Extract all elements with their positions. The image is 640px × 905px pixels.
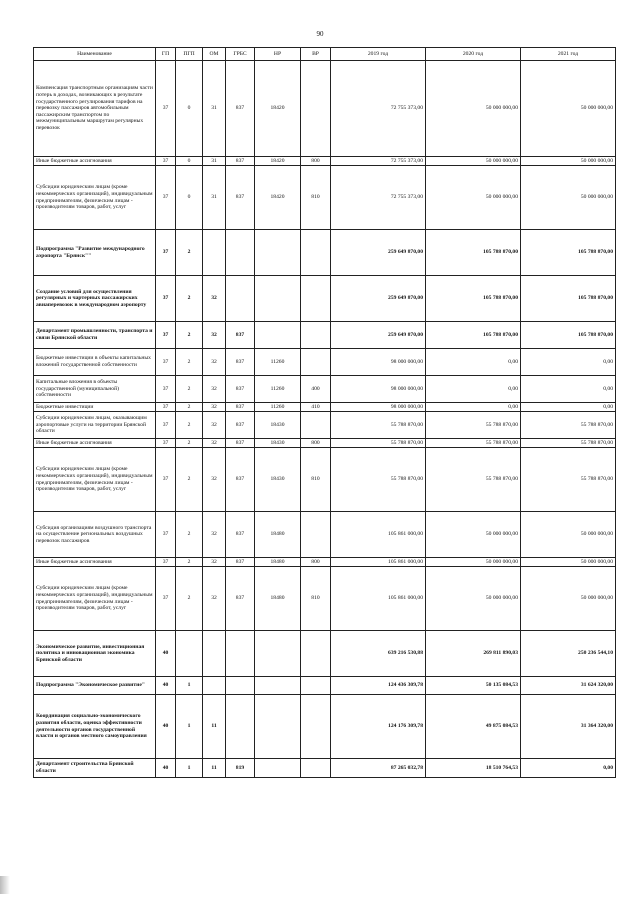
scan-edge-mark — [0, 876, 10, 894]
cell-nr — [255, 759, 301, 778]
cell-om: 32 — [203, 567, 226, 631]
cell-name: Субсидии юридическим лицам (кроме некоммерческих организаций), индивидуальным предпринимателям, физическим лицам - производителям товаров, работ, услуг — [34, 567, 156, 631]
cell-gp: 37 — [156, 276, 176, 322]
cell-vr: 400 — [301, 376, 331, 403]
cell-y2019: 124 436 309,78 — [331, 677, 426, 695]
cell-nr: 18430 — [255, 448, 301, 512]
cell-grbs: 837 — [226, 558, 255, 567]
cell-om: 32 — [203, 412, 226, 439]
cell-pgp: 2 — [176, 512, 203, 558]
cell-grbs: 837 — [226, 322, 255, 349]
cell-om: 32 — [203, 376, 226, 403]
cell-y2020: 50 000 000,00 — [426, 558, 521, 567]
cell-vr — [301, 695, 331, 759]
cell-vr: 810 — [301, 448, 331, 512]
cell-y2021: 31 364 320,00 — [521, 695, 616, 759]
cell-om — [203, 230, 226, 276]
cell-pgp: 2 — [176, 439, 203, 448]
cell-pgp: 2 — [176, 376, 203, 403]
cell-y2021: 31 624 320,00 — [521, 677, 616, 695]
cell-vr — [301, 349, 331, 376]
cell-name: Бюджетные инвестиции — [34, 403, 156, 412]
cell-grbs: 837 — [226, 166, 255, 230]
cell-name: Бюджетные инвестиции в объекты капитальных вложений государственной собственности — [34, 349, 156, 376]
cell-vr — [301, 412, 331, 439]
cell-pgp: 1 — [176, 677, 203, 695]
cell-gp: 37 — [156, 157, 176, 166]
cell-om: 32 — [203, 512, 226, 558]
table-row — [34, 567, 616, 631]
cell-vr — [301, 512, 331, 558]
cell-vr: 810 — [301, 166, 331, 230]
cell-om: 32 — [203, 349, 226, 376]
cell-y2021: 55 788 870,00 — [521, 448, 616, 512]
table-row — [34, 695, 616, 759]
cell-gp: 37 — [156, 412, 176, 439]
table-row — [34, 349, 616, 376]
cell-gp: 37 — [156, 376, 176, 403]
cell-om: 32 — [203, 439, 226, 448]
cell-name: Иные бюджетные ассигнования — [34, 157, 156, 166]
cell-y2019: 105 861 000,00 — [331, 512, 426, 558]
cell-pgp: 0 — [176, 61, 203, 157]
cell-pgp — [176, 631, 203, 677]
cell-y2020: 50 000 000,00 — [426, 166, 521, 230]
cell-grbs — [226, 230, 255, 276]
cell-y2019: 259 649 870,00 — [331, 322, 426, 349]
cell-gp: 40 — [156, 677, 176, 695]
cell-grbs: 837 — [226, 512, 255, 558]
cell-y2021: 50 000 000,00 — [521, 567, 616, 631]
cell-y2021: 50 000 000,00 — [521, 166, 616, 230]
cell-y2021: 50 000 000,00 — [521, 157, 616, 166]
cell-nr: 18420 — [255, 157, 301, 166]
cell-y2020: 0,00 — [426, 349, 521, 376]
cell-y2019: 639 216 530,88 — [331, 631, 426, 677]
cell-y2021: 0,00 — [521, 376, 616, 403]
cell-y2019: 55 788 870,00 — [331, 448, 426, 512]
cell-nr: 11260 — [255, 349, 301, 376]
cell-pgp: 2 — [176, 412, 203, 439]
cell-grbs — [226, 677, 255, 695]
cell-pgp: 2 — [176, 558, 203, 567]
cell-pgp: 2 — [176, 276, 203, 322]
cell-vr: 800 — [301, 157, 331, 166]
cell-gp: 37 — [156, 166, 176, 230]
table-row — [34, 439, 616, 448]
cell-pgp: 2 — [176, 403, 203, 412]
header-2020: 2020 год — [426, 48, 521, 61]
cell-name: Подпрограмма "Развитие международного аэропорта "Брянск"" — [34, 230, 156, 276]
cell-y2020: 269 811 890,03 — [426, 631, 521, 677]
cell-name: Создание условий для осуществления регулярных и чартерных пассажирских авиаперевозок в международном аэропорту — [34, 276, 156, 322]
cell-nr: 18430 — [255, 439, 301, 448]
cell-vr — [301, 677, 331, 695]
cell-y2021: 105 788 870,00 — [521, 230, 616, 276]
cell-gp: 37 — [156, 439, 176, 448]
cell-vr — [301, 759, 331, 778]
cell-pgp: 2 — [176, 567, 203, 631]
cell-om: 11 — [203, 759, 226, 778]
cell-y2020: 50 000 000,00 — [426, 512, 521, 558]
cell-name: Иные бюджетные ассигнования — [34, 558, 156, 567]
cell-y2020: 50 000 000,00 — [426, 61, 521, 157]
cell-y2021: 0,00 — [521, 403, 616, 412]
cell-nr: 11260 — [255, 376, 301, 403]
cell-om — [203, 677, 226, 695]
cell-grbs — [226, 695, 255, 759]
cell-grbs: 837 — [226, 439, 255, 448]
cell-y2020: 105 788 870,00 — [426, 322, 521, 349]
cell-gp: 37 — [156, 322, 176, 349]
table-body — [34, 61, 616, 778]
table-row — [34, 448, 616, 512]
cell-y2021: 55 788 870,00 — [521, 439, 616, 448]
cell-gp: 37 — [156, 512, 176, 558]
table-row — [34, 61, 616, 157]
cell-y2021: 105 788 870,00 — [521, 322, 616, 349]
cell-y2019: 124 176 309,78 — [331, 695, 426, 759]
table-row — [34, 403, 616, 412]
cell-gp: 37 — [156, 230, 176, 276]
cell-pgp: 1 — [176, 759, 203, 778]
cell-y2020: 50 000 000,00 — [426, 567, 521, 631]
table-row — [34, 412, 616, 439]
cell-y2019: 98 000 000,00 — [331, 376, 426, 403]
cell-grbs: 837 — [226, 376, 255, 403]
cell-name: Департамент строительства Брянской области — [34, 759, 156, 778]
header-grbs: ГРБС — [226, 48, 255, 61]
cell-y2021: 250 236 544,10 — [521, 631, 616, 677]
cell-y2021: 0,00 — [521, 349, 616, 376]
cell-y2019: 72 755 373,00 — [331, 61, 426, 157]
cell-name: Субсидия организациям воздушного транспорта на осуществление региональных воздушных перевозок пассажиров — [34, 512, 156, 558]
cell-nr — [255, 276, 301, 322]
cell-name: Субсидии юридическим лицам (кроме некоммерческих организаций), индивидуальным предпринимателям, физическим лицам - производителям товаров, работ, услуг — [34, 166, 156, 230]
page-number: 90 — [316, 30, 324, 38]
budget-table — [33, 47, 616, 778]
cell-om: 32 — [203, 403, 226, 412]
header-pgp: ПГП — [176, 48, 203, 61]
cell-om: 32 — [203, 448, 226, 512]
cell-y2020: 105 788 870,00 — [426, 276, 521, 322]
cell-nr: 11260 — [255, 403, 301, 412]
cell-y2019: 87 265 032,78 — [331, 759, 426, 778]
cell-grbs: 837 — [226, 61, 255, 157]
cell-y2019: 105 861 000,00 — [331, 567, 426, 631]
cell-om — [203, 631, 226, 677]
header-nr: НР — [255, 48, 301, 61]
cell-y2019: 72 755 373,00 — [331, 157, 426, 166]
table-row — [34, 166, 616, 230]
cell-y2021: 55 788 870,00 — [521, 412, 616, 439]
cell-name: Иные бюджетные ассигнования — [34, 439, 156, 448]
cell-y2020: 50 000 000,00 — [426, 157, 521, 166]
cell-gp: 37 — [156, 567, 176, 631]
cell-vr: 800 — [301, 439, 331, 448]
cell-om: 31 — [203, 166, 226, 230]
cell-y2020: 105 788 870,00 — [426, 230, 521, 276]
cell-y2020: 50 135 084,53 — [426, 677, 521, 695]
cell-y2019: 98 000 000,00 — [331, 403, 426, 412]
table-row — [34, 631, 616, 677]
cell-y2020: 49 875 084,53 — [426, 695, 521, 759]
cell-grbs — [226, 276, 255, 322]
cell-om: 32 — [203, 276, 226, 322]
cell-gp: 40 — [156, 631, 176, 677]
cell-vr: 810 — [301, 567, 331, 631]
cell-vr — [301, 631, 331, 677]
table-row — [34, 276, 616, 322]
cell-nr: 18430 — [255, 412, 301, 439]
cell-name: Субсидии юридическим лицам (кроме некоммерческих организаций), индивидуальным предпринимателям, физическим лицам - производителям товаров, работ, услуг — [34, 448, 156, 512]
cell-y2020: 55 788 870,00 — [426, 439, 521, 448]
cell-y2019: 105 861 000,00 — [331, 558, 426, 567]
table-row — [34, 157, 616, 166]
cell-gp: 37 — [156, 558, 176, 567]
header-om: ОМ — [203, 48, 226, 61]
cell-y2020: 0,00 — [426, 376, 521, 403]
cell-y2019: 72 755 373,00 — [331, 166, 426, 230]
cell-gp: 37 — [156, 403, 176, 412]
cell-name: Экономическое развитие, инвестиционная политика и инновационная экономика Брянской области — [34, 631, 156, 677]
cell-y2019: 55 788 870,00 — [331, 412, 426, 439]
cell-name: Департамент промышленности, транспорта и связи Брянской области — [34, 322, 156, 349]
cell-nr: 18480 — [255, 558, 301, 567]
cell-y2019: 55 788 870,00 — [331, 439, 426, 448]
header-2019: 2019 год — [331, 48, 426, 61]
cell-y2020: 55 788 870,00 — [426, 412, 521, 439]
cell-nr: 18480 — [255, 567, 301, 631]
table-row — [34, 512, 616, 558]
cell-y2019: 259 649 870,00 — [331, 276, 426, 322]
cell-nr — [255, 695, 301, 759]
cell-om: 31 — [203, 157, 226, 166]
cell-y2021: 50 000 000,00 — [521, 61, 616, 157]
table-row — [34, 558, 616, 567]
cell-pgp: 1 — [176, 695, 203, 759]
header-name: Наименование — [34, 48, 156, 61]
cell-gp: 40 — [156, 759, 176, 778]
cell-y2019: 98 000 000,00 — [331, 349, 426, 376]
header-2021: 2021 год — [521, 48, 616, 61]
table-row — [34, 759, 616, 778]
cell-om: 32 — [203, 322, 226, 349]
cell-gp: 37 — [156, 448, 176, 512]
cell-nr — [255, 677, 301, 695]
cell-name: Координация социально-экономического развития области, оценка эффективности деятельности органов государственной власти и органов местного самоуправления — [34, 695, 156, 759]
header-gp: ГП — [156, 48, 176, 61]
cell-y2021: 0,00 — [521, 759, 616, 778]
cell-grbs — [226, 631, 255, 677]
cell-vr — [301, 230, 331, 276]
cell-nr: 18420 — [255, 166, 301, 230]
cell-gp: 37 — [156, 61, 176, 157]
cell-name: Компенсация транспортным организациям части потерь в доходах, возникающих в результате государственного регулирования тарифов на перевозку пассажиров автомобильным пассажирским транспортом по межмуниципальным маршрутам регулярных перевозок — [34, 61, 156, 157]
table-header-row — [34, 48, 616, 61]
cell-grbs: 837 — [226, 157, 255, 166]
cell-vr — [301, 61, 331, 157]
cell-vr — [301, 322, 331, 349]
cell-grbs: 837 — [226, 567, 255, 631]
cell-nr — [255, 631, 301, 677]
table-row — [34, 376, 616, 403]
cell-om: 32 — [203, 558, 226, 567]
cell-y2021: 50 000 000,00 — [521, 558, 616, 567]
cell-y2020: 55 788 870,00 — [426, 448, 521, 512]
cell-y2021: 50 000 000,00 — [521, 512, 616, 558]
cell-y2021: 105 788 870,00 — [521, 276, 616, 322]
cell-pgp: 0 — [176, 166, 203, 230]
cell-y2020: 18 510 764,53 — [426, 759, 521, 778]
cell-y2019: 259 649 870,00 — [331, 230, 426, 276]
cell-nr: 18420 — [255, 61, 301, 157]
cell-grbs: 837 — [226, 349, 255, 376]
cell-pgp: 2 — [176, 230, 203, 276]
cell-nr: 18480 — [255, 512, 301, 558]
cell-pgp: 2 — [176, 448, 203, 512]
cell-vr: 800 — [301, 558, 331, 567]
table-row — [34, 322, 616, 349]
cell-name: Капитальные вложения в объекты государственной (муниципальной) собственности — [34, 376, 156, 403]
cell-grbs: 837 — [226, 448, 255, 512]
cell-nr — [255, 230, 301, 276]
cell-grbs: 819 — [226, 759, 255, 778]
cell-pgp: 2 — [176, 322, 203, 349]
cell-name: Субсидии юридическим лицам, оказывающим аэропортовые услуги на территории Брянской области — [34, 412, 156, 439]
cell-pgp: 0 — [176, 157, 203, 166]
cell-om: 11 — [203, 695, 226, 759]
cell-pgp: 2 — [176, 349, 203, 376]
cell-name: Подпрограмма "Экономическое развитие" — [34, 677, 156, 695]
cell-nr — [255, 322, 301, 349]
table-row — [34, 230, 616, 276]
cell-gp: 40 — [156, 695, 176, 759]
cell-om: 31 — [203, 61, 226, 157]
cell-y2020: 0,00 — [426, 403, 521, 412]
cell-vr: 410 — [301, 403, 331, 412]
cell-vr — [301, 276, 331, 322]
cell-grbs: 837 — [226, 412, 255, 439]
cell-gp: 37 — [156, 349, 176, 376]
table-row — [34, 677, 616, 695]
cell-grbs: 837 — [226, 403, 255, 412]
header-vr: ВР — [301, 48, 331, 61]
